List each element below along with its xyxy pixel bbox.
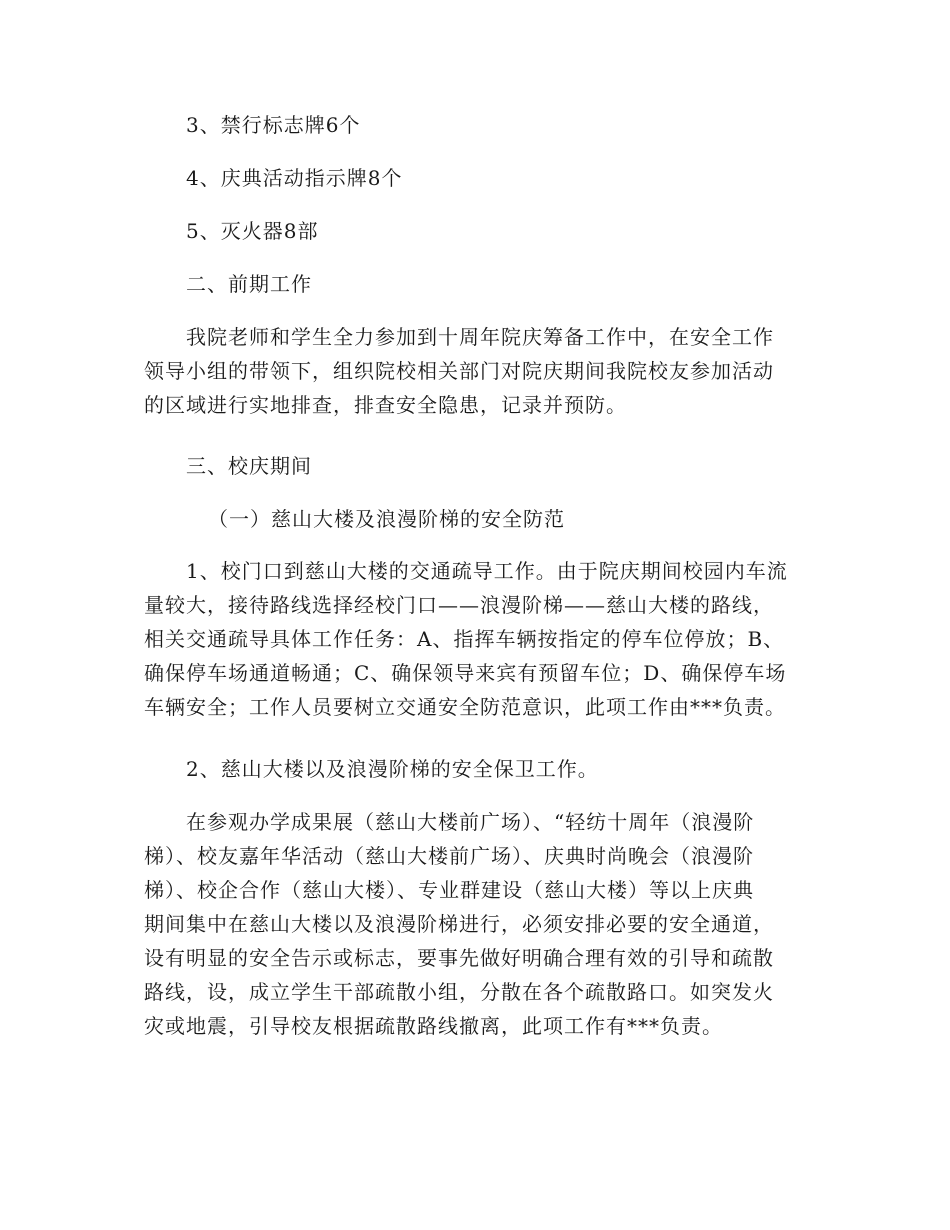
- list-item-4-wrap: [144, 161, 814, 195]
- paragraph-line: 确保停车场通道畅通；C、确保领导来宾有预留车位；D、确保停车场: [144, 661, 787, 685]
- paragraph-line: 我院老师和学生全力参加到十周年院庆筹备工作中，在安全工作: [186, 325, 774, 349]
- paragraph-line: 梯）、校友嘉年华活动（慈山大楼前广场）、庆典时尚晚会（浪漫阶: [144, 844, 754, 868]
- list-item-3: 3、禁行标志牌6个: [186, 113, 361, 137]
- paragraph-line: 期间集中在慈山大楼以及浪漫阶梯进行，必须安排必要的安全通道，: [144, 912, 774, 936]
- paragraph-line: 灾或地震，引导校友根据疏散路线撤离，此项工作有***负责。: [144, 1014, 723, 1038]
- item-heading-2: 2、慈山大楼以及浪漫阶梯的安全保卫工作。: [186, 757, 599, 781]
- list-item-5: 5、灭火器8部: [186, 219, 319, 243]
- subsection-heading-1: （一）慈山大楼及浪漫阶梯的安全防范: [208, 507, 565, 531]
- paragraph-line: 相关交通疏导具体工作任务：A、指挥车辆按指定的停车位停放；B、: [144, 627, 785, 651]
- paragraph-line: 路线，设，成立学生干部疏散小组，分散在各个疏散路口。如突发火: [144, 980, 774, 1004]
- item2-paragraph: [144, 805, 814, 1043]
- section-heading-3: 三、校庆期间: [186, 454, 312, 478]
- list-item-4: 4、庆典活动指示牌8个: [186, 166, 403, 190]
- paragraph-line: 领导小组的带领下，组织院校相关部门对院庆期间我院校友参加活动: [144, 359, 774, 383]
- section2-heading-wrap: [144, 267, 814, 301]
- paragraph-line: 梯）、校企合作（慈山大楼）、专业群建设（慈山大楼）等以上庆典: [144, 878, 754, 902]
- paragraph-line: 车辆安全；工作人员要树立交通安全防范意识，此项工作由***负责。: [144, 695, 786, 719]
- list-items: [144, 108, 814, 142]
- subsection1-heading-wrap: [144, 502, 814, 536]
- paragraph-line: 设有明显的安全告示或标志，要事先做好明确合理有效的引导和疏散: [144, 946, 774, 970]
- section2-paragraph: [144, 320, 814, 422]
- item2-heading-wrap: [144, 752, 814, 786]
- item1-paragraph: [144, 554, 814, 724]
- paragraph-line: 1、校门口到慈山大楼的交通疏导工作。由于院庆期间校园内车流: [186, 559, 788, 583]
- paragraph-line: 量较大，接待路线选择经校门口——浪漫阶梯——慈山大楼的路线，: [144, 593, 774, 617]
- section-heading-2: 二、前期工作: [186, 272, 312, 296]
- paragraph-line: 的区域进行实地排查，排查安全隐患，记录并预防。: [144, 393, 627, 417]
- paragraph-line: 在参观办学成果展（慈山大楼前广场）、“轻纺十周年（浪漫阶: [186, 810, 755, 834]
- section3-heading-wrap: [144, 449, 814, 483]
- list-item-5-wrap: [144, 214, 814, 248]
